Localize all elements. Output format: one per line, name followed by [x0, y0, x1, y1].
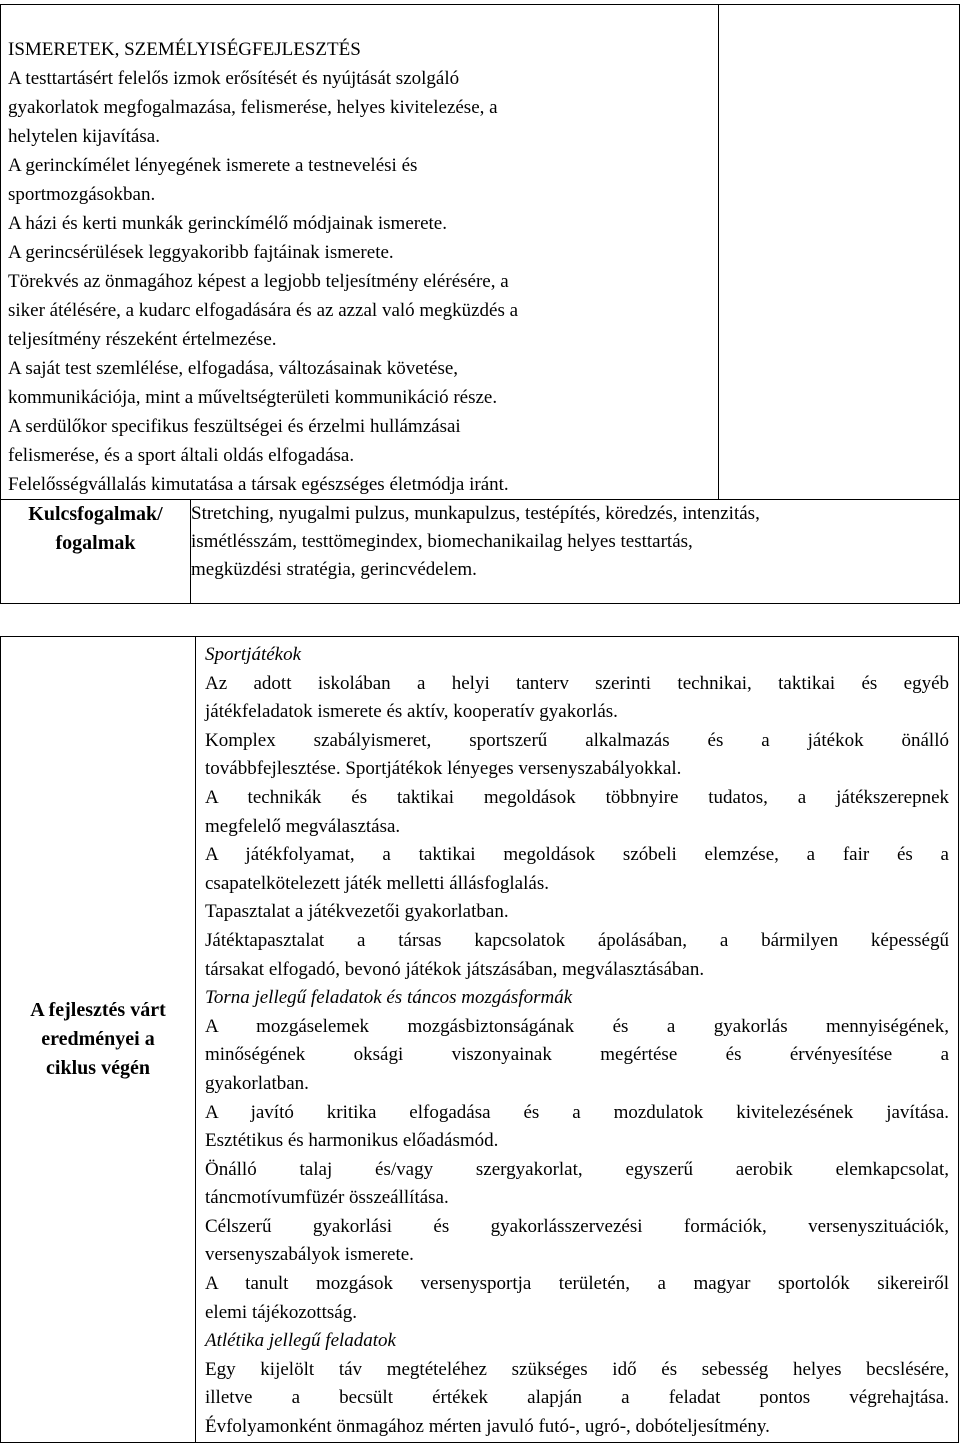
- torna-paragraph: [205, 1156, 949, 1213]
- goals-line: A testtartásért felelős izmok erősítését és nyújtását szolgáló: [8, 68, 460, 89]
- torna-line: minőségének oksági viszonyainak megértése és érvényesítése a: [205, 1044, 949, 1066]
- atletika-paragraph: [205, 1356, 949, 1442]
- atletika-line: Évfolyamonként önmagához mérten javuló futó-, ugró-, dobóteljesítmény.: [205, 1416, 770, 1438]
- goals-line: siker átélésére, a kudarc elfogadására és az azzal való megküzdés a: [8, 300, 519, 321]
- heading-atletika: Atlétika jellegű feladatok: [205, 1330, 396, 1352]
- torna-line: Esztétikus és harmonikus előadásmód.: [205, 1130, 499, 1152]
- sport-line: Játéktapasztalat a társas kapcsolatok ápolásában, a bármilyen képességű: [205, 929, 949, 951]
- goals-text: [1, 5, 718, 499]
- goals-line: A serdülőkor specifikus feszültségei és érzelmi hullámzásai: [8, 416, 461, 437]
- sport-line: A technikák és taktikai megoldások többnyire tudatos, a játékszerepnek: [205, 786, 949, 808]
- sport-line: Komplex szabályismeret, sportszerű alkalmazás és a játékok önálló: [205, 729, 949, 751]
- sport-paragraph: [205, 784, 949, 841]
- torna-line: Célszerű gyakorlási és gyakorlásszervezési formációk, versenyszituációk,: [205, 1215, 949, 1237]
- keywords-line: megküzdési stratégia, gerincvédelem.: [191, 559, 477, 580]
- results-label-line-3: ciklus végén: [46, 1056, 150, 1079]
- torna-line: táncmotívumfüzér összeállítása.: [205, 1187, 449, 1209]
- goals-line: felismerése, és a sport általi oldás elfogadása.: [8, 445, 355, 466]
- goals-line: Felelősségvállalás kimutatása a társak egészséges életmódja iránt.: [8, 474, 509, 495]
- atletika-line: illetve a becsült értékek alapján a feladat pontos végrehajtása.: [205, 1387, 949, 1409]
- sport-line: Tapasztalat a játékvezetői gyakorlatban.: [205, 901, 509, 923]
- sport-line: megfelelő megválasztása.: [205, 815, 401, 837]
- sport-line: csapatelkötelezett játék melletti állásfoglalás.: [205, 872, 549, 894]
- results-content: [196, 637, 959, 1443]
- goals-line: sportmozgásokban.: [8, 184, 156, 205]
- keywords-line: Stretching, nyugalmi pulzus, munkapulzus, testépítés, köredzés, intenzitás,: [191, 503, 760, 524]
- sport-line: társakat elfogadó, bevonó játékok játszásában, megválasztásában.: [205, 958, 705, 980]
- results-label: [1, 637, 196, 1443]
- torna-line: Önálló talaj és/vagy szergyakorlat, egyszerű aerobik elemkapcsolat,: [205, 1158, 949, 1180]
- torna-paragraph: [205, 1099, 949, 1156]
- goals-line: teljesítmény részeként értelmezése.: [8, 329, 277, 350]
- torna-paragraph: [205, 1270, 949, 1327]
- torna-paragraph: [205, 1213, 949, 1270]
- keywords-label: [1, 500, 191, 604]
- heading-torna: Torna jellegű feladatok és táncos mozgásformák: [205, 987, 573, 1009]
- torna-line: versenyszabályok ismerete.: [205, 1244, 414, 1266]
- top-table: [0, 4, 960, 604]
- empty-right-cell: [719, 5, 960, 500]
- torna-paragraph: [205, 1013, 949, 1099]
- goals-line: ISMERETEK, SZEMÉLYISÉGFEJLESZTÉS: [8, 39, 361, 60]
- goals-line: Törekvés az önmagához képest a legjobb teljesítmény elérésére, a: [8, 271, 509, 292]
- atletika-line: Egy kijelölt táv megtételéhez szükséges idő és sebesség helyes becslésére,: [205, 1358, 949, 1380]
- heading-sportjatekok: Sportjátékok: [205, 644, 302, 665]
- sport-paragraph: [205, 727, 949, 784]
- goals-line: A saját test szemlélése, elfogadása, változásainak követése,: [8, 358, 459, 379]
- sport-line: A játékfolyamat, a taktikai megoldások szóbeli elemzése, a fair és a: [205, 844, 949, 866]
- torna-line: A javító kritika elfogadása és a mozdulatok kivitelezésének javítása.: [205, 1101, 949, 1123]
- goals-line: gyakorlatok megfogalmazása, felismerése, helyes kivitelezése, a: [8, 97, 498, 118]
- torna-line: elemi tájékozottság.: [205, 1301, 357, 1323]
- results-label-line-2: eredményei a: [41, 1027, 155, 1050]
- torna-line: gyakorlatban.: [205, 1072, 309, 1094]
- sport-paragraph: [205, 841, 949, 898]
- sport-line: továbbfejlesztése. Sportjátékok lényeges versenyszabályokkal.: [205, 758, 682, 780]
- sport-line: játékfeladatok ismerete és aktív, kooperatív gyakorlás.: [205, 701, 618, 723]
- goals-line: A gerinckímélet lényegének ismerete a testnevelési és: [8, 155, 418, 176]
- goals-line: A gerincsérülések leggyakoribb fajtáinak ismerete.: [8, 242, 394, 263]
- torna-line: A mozgáselemek mozgásbiztonságának és a gyakorlás mennyiségének,: [205, 1015, 949, 1037]
- keywords-text: [191, 500, 960, 604]
- sport-line: Az adott iskolában a helyi tanterv szerinti technikai, taktikai és egyéb: [205, 672, 949, 694]
- keywords-label-line-1: Kulcsfogalmak/: [28, 503, 163, 525]
- keywords-line: ismétlésszám, testtömegindex, biomechanikailag helyes testtartás,: [191, 531, 693, 552]
- sport-paragraph: [205, 898, 949, 927]
- bottom-table: [0, 636, 959, 1443]
- atletika-paragraphs: [205, 1356, 949, 1442]
- results-label-line-1: A fejlesztés várt: [30, 998, 166, 1021]
- sport-paragraph: [205, 670, 949, 727]
- sport-paragraphs: [205, 670, 949, 985]
- goals-cell: [1, 5, 719, 500]
- goals-line: helytelen kijavítása.: [8, 126, 160, 147]
- torna-line: A tanult mozgások versenysportja területén, a magyar sportolók sikereiről: [205, 1273, 949, 1295]
- sport-paragraph: [205, 927, 949, 984]
- keywords-label-line-2: fogalmak: [55, 532, 136, 554]
- goals-line: A házi és kerti munkák gerinckímélő módjainak ismerete.: [8, 213, 447, 234]
- goals-line: kommunikációja, mint a műveltségterületi kommunikáció része.: [8, 387, 498, 408]
- torna-paragraphs: [205, 1013, 949, 1328]
